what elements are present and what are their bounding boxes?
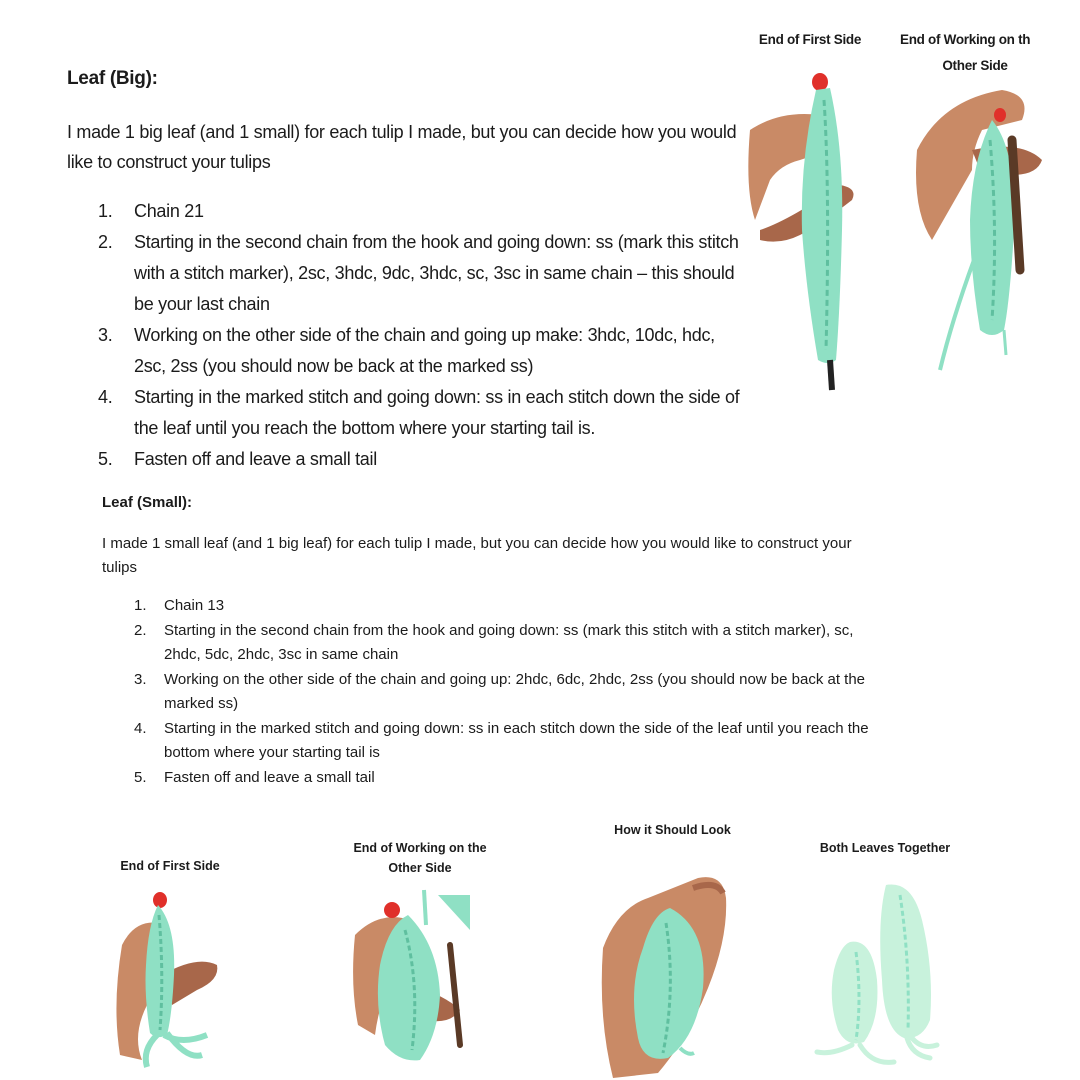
step-number: 4.: [134, 719, 147, 737]
photo-big-first-side: [740, 70, 870, 400]
caption-big-first-side: End of First Side: [758, 32, 862, 47]
step-text: Fasten off and leave a small tail: [164, 768, 375, 786]
photo-small-first-side: [112, 885, 227, 1070]
step-number: 1.: [98, 201, 113, 221]
caption-small-other-side-line1: End of Working on the: [353, 841, 487, 855]
step-number: 2.: [98, 232, 113, 252]
photo-both-leaves-together: [812, 880, 942, 1070]
list-item: [134, 766, 894, 791]
step-text: Starting in the marked stitch and going down: ss in each stitch down the side of the leaf until you reach the bottom where your starting tail is.: [134, 387, 740, 438]
list-item: [134, 668, 894, 717]
list-item: [134, 717, 894, 766]
list-item: [134, 619, 894, 668]
photo-how-it-should-look: [598, 868, 738, 1080]
step-text: Starting in the second chain from the hook and going down: ss (mark this stitch with a stitch marker), 2sc, 3hdc, 9dc, 3hdc, sc, 3sc in same chain – this should be your last chain: [134, 232, 739, 314]
step-text: Working on the other side of the chain and going up make: 3hdc, 10dc, hdc, 2sc, 2ss (you should now be back at the marked ss): [134, 325, 715, 376]
photo-big-other-side: [912, 80, 1052, 380]
step-number: 5.: [134, 768, 147, 786]
big-leaf-intro: I made 1 big leaf (and 1 small) for each tulip I made, but you can decide how you would like to construct your tulips: [67, 122, 737, 172]
small-leaf-title: Leaf (Small):: [102, 494, 193, 511]
step-text: Starting in the second chain from the hook and going down: ss (mark this stitch with a stitch marker), sc, 2hdc, 5dc, 2hdc, 3sc in same chain: [164, 621, 854, 663]
list-item: [98, 320, 748, 382]
caption-small-first-side: End of First Side: [120, 859, 220, 873]
caption-big-other-side-line2: Other Side: [942, 58, 1008, 73]
step-number: 5.: [98, 449, 113, 469]
step-number: 1.: [134, 597, 147, 614]
caption-how-it-should-look: How it Should Look: [614, 823, 731, 837]
step-text: Starting in the marked stitch and going down: ss in each stitch down the side of the leaf until you reach the bottom where your starting tail is: [164, 719, 869, 761]
list-item: [98, 196, 748, 227]
small-leaf-steps: [134, 594, 894, 790]
step-text: Chain 21: [134, 201, 204, 221]
photo-small-other-side: [350, 885, 480, 1070]
step-number: 4.: [98, 387, 113, 407]
step-text: Working on the other side of the chain and going up: 2hdc, 6dc, 2hdc, 2ss (you should now be back at the marked ss): [164, 670, 866, 712]
small-leaf-intro: I made 1 small leaf (and 1 big leaf) for each tulip I made, but you can decide how you would like to construct your tulips: [102, 535, 852, 576]
list-item: [98, 382, 748, 444]
caption-both-leaves-together: Both Leaves Together: [819, 841, 951, 855]
big-leaf-title: Leaf (Big):: [67, 68, 158, 89]
list-item: [98, 227, 748, 320]
list-item: [134, 594, 894, 619]
step-number: 3.: [134, 670, 147, 688]
list-item: [98, 444, 748, 475]
step-text: Chain 13: [164, 597, 225, 614]
step-text: Fasten off and leave a small tail: [134, 449, 377, 469]
big-leaf-steps: [98, 196, 748, 475]
caption-small-other-side-line2: Other Side: [388, 861, 452, 875]
step-number: 2.: [134, 621, 147, 639]
step-number: 3.: [98, 325, 113, 345]
caption-big-other-side-line1: End of Working on th: [900, 32, 1031, 47]
